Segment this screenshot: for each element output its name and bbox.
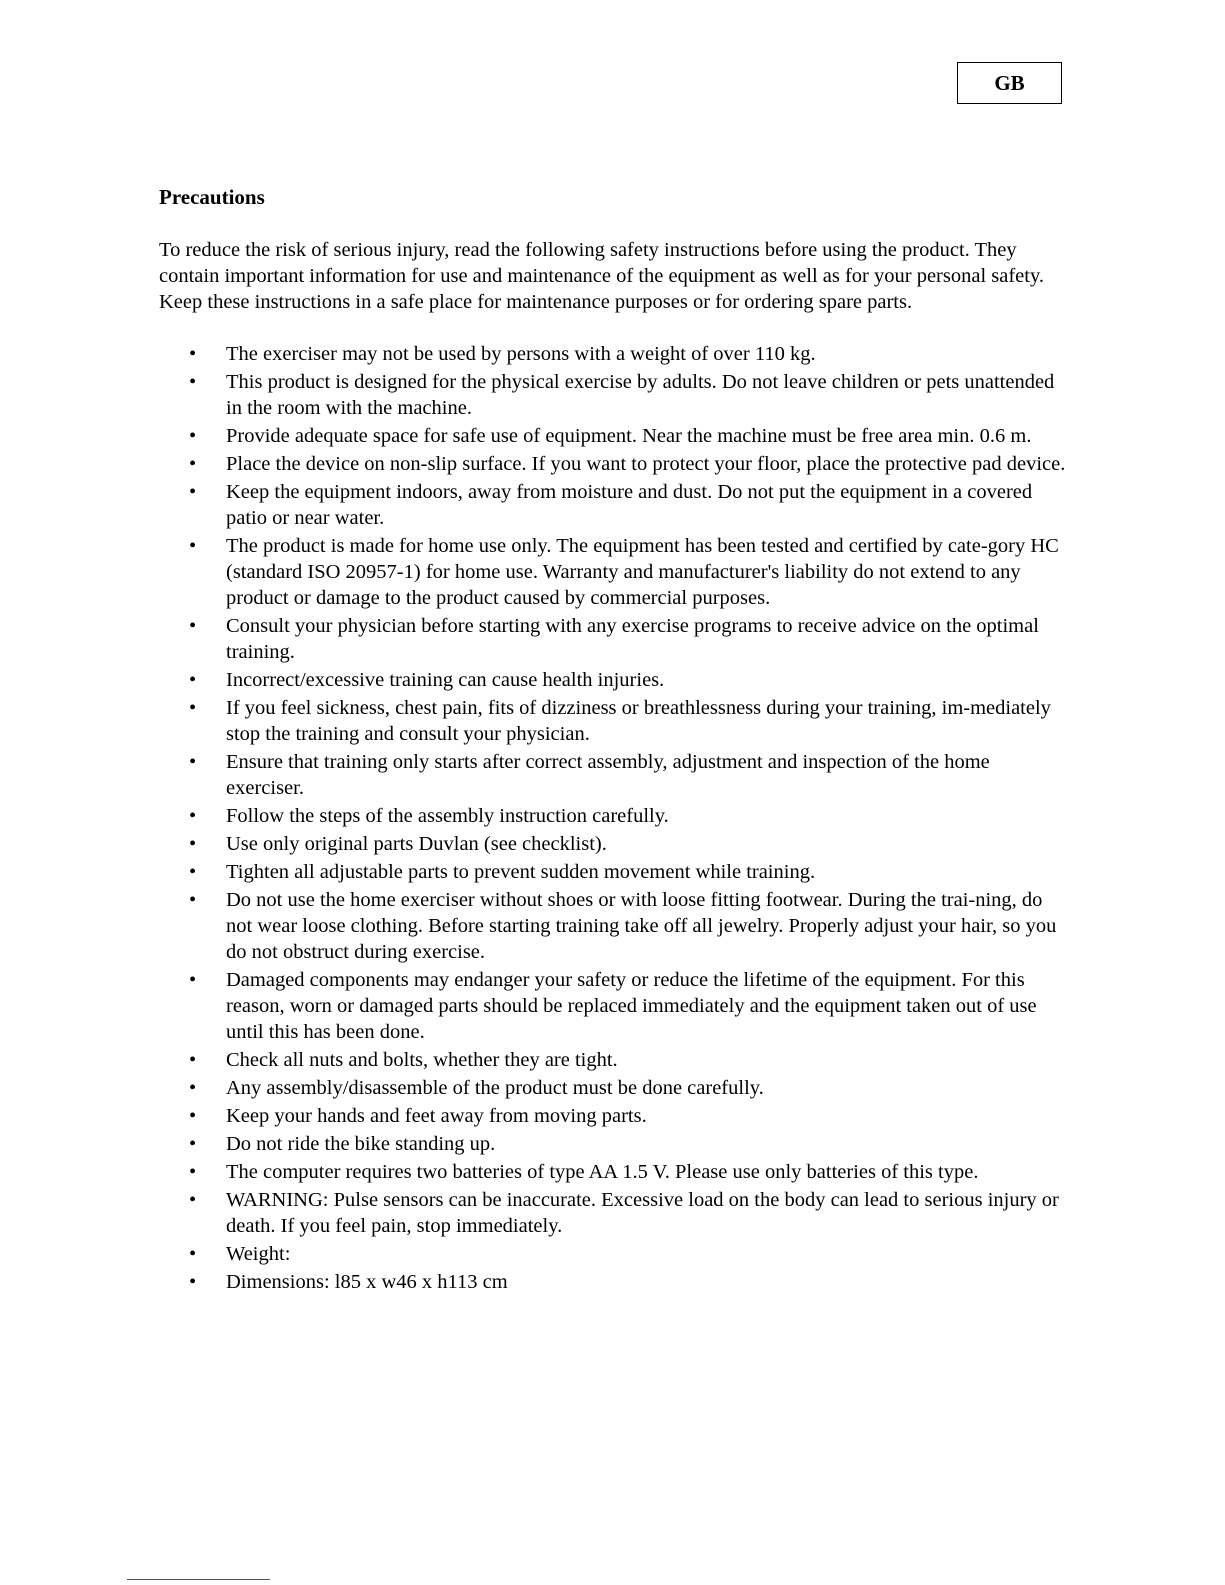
list-item: • The exerciser may not be used by persons with a weight of over 110 kg. — [159, 341, 1069, 367]
list-item: • Consult your physician before starting with any exercise programs to receive advice on the optimal training. — [159, 613, 1069, 665]
list-item: • Provide adequate space for safe use of equipment. Near the machine must be free area min. 0.6 m. — [159, 423, 1069, 449]
language-code: GB — [994, 70, 1025, 95]
list-item: • Use only original parts Duvlan (see checklist). — [159, 831, 1069, 857]
footnote-separator — [127, 1579, 270, 1580]
section-title: Precautions — [159, 185, 265, 209]
list-item: • Any assembly/disassemble of the product must be done carefully. — [159, 1075, 1069, 1101]
list-item: • Dimensions: l85 x w46 x h113 cm — [159, 1269, 1069, 1295]
list-item: • If you feel sickness, chest pain, fits of dizziness or breathlessness during your training, im-mediately stop the training and consult your physician. — [159, 695, 1069, 747]
list-item: • Keep your hands and feet away from moving parts. — [159, 1103, 1069, 1129]
precautions-section — [159, 183, 1069, 1297]
list-item: • Follow the steps of the assembly instruction carefully. — [159, 803, 1069, 829]
list-item: • Check all nuts and bolts, whether they are tight. — [159, 1047, 1069, 1073]
list-item: • WARNING: Pulse sensors can be inaccurate. Excessive load on the body can lead to serious injury or death. If you feel pain, stop immediately. — [159, 1187, 1069, 1239]
list-item: • Place the device on non-slip surface. If you want to protect your floor, place the protective pad device. — [159, 451, 1069, 477]
list-item: • Incorrect/excessive training can cause health injuries. — [159, 667, 1069, 693]
precautions-list — [159, 341, 1069, 1295]
list-item: • Do not use the home exerciser without shoes or with loose fitting footwear. During the trai-ning, do not wear loose clothing. Before starting training take off all jewelry. Properly adjust your hair, so you do not obstruct during exercise. — [159, 887, 1069, 965]
list-item: • Do not ride the bike standing up. — [159, 1131, 1069, 1157]
language-badge — [957, 62, 1062, 104]
list-item: • Tighten all adjustable parts to prevent sudden movement while training. — [159, 859, 1069, 885]
list-item: • This product is designed for the physical exercise by adults. Do not leave children or pets unattended in the room with the machine. — [159, 369, 1069, 421]
list-item: • The computer requires two batteries of type AA 1.5 V. Please use only batteries of this type. — [159, 1159, 1069, 1185]
list-item: • Keep the equipment indoors, away from moisture and dust. Do not put the equipment in a covered patio or near water. — [159, 479, 1069, 531]
intro-paragraph: To reduce the risk of serious injury, read the following safety instructions before using the product. They contain important information for use and maintenance of the equipment as well as for your personal safety. Keep these instructions in a safe place for maintenance purposes or for ordering spare parts. — [159, 239, 1045, 313]
list-item: • The product is made for home use only. The equipment has been tested and certified by cate-gory HC (standard ISO 20957-1) for home use. Warranty and manufacturer's liability do not extend to any product or damage to the product caused by commercial purposes. — [159, 533, 1069, 611]
list-item: • Ensure that training only starts after correct assembly, adjustment and inspection of the home exerciser. — [159, 749, 1069, 801]
list-item: • Weight: — [159, 1241, 1069, 1267]
list-item: • Damaged components may endanger your safety or reduce the lifetime of the equipment. For this reason, worn or damaged parts should be replaced immediately and the equipment taken out of use until this has been done. — [159, 967, 1069, 1045]
